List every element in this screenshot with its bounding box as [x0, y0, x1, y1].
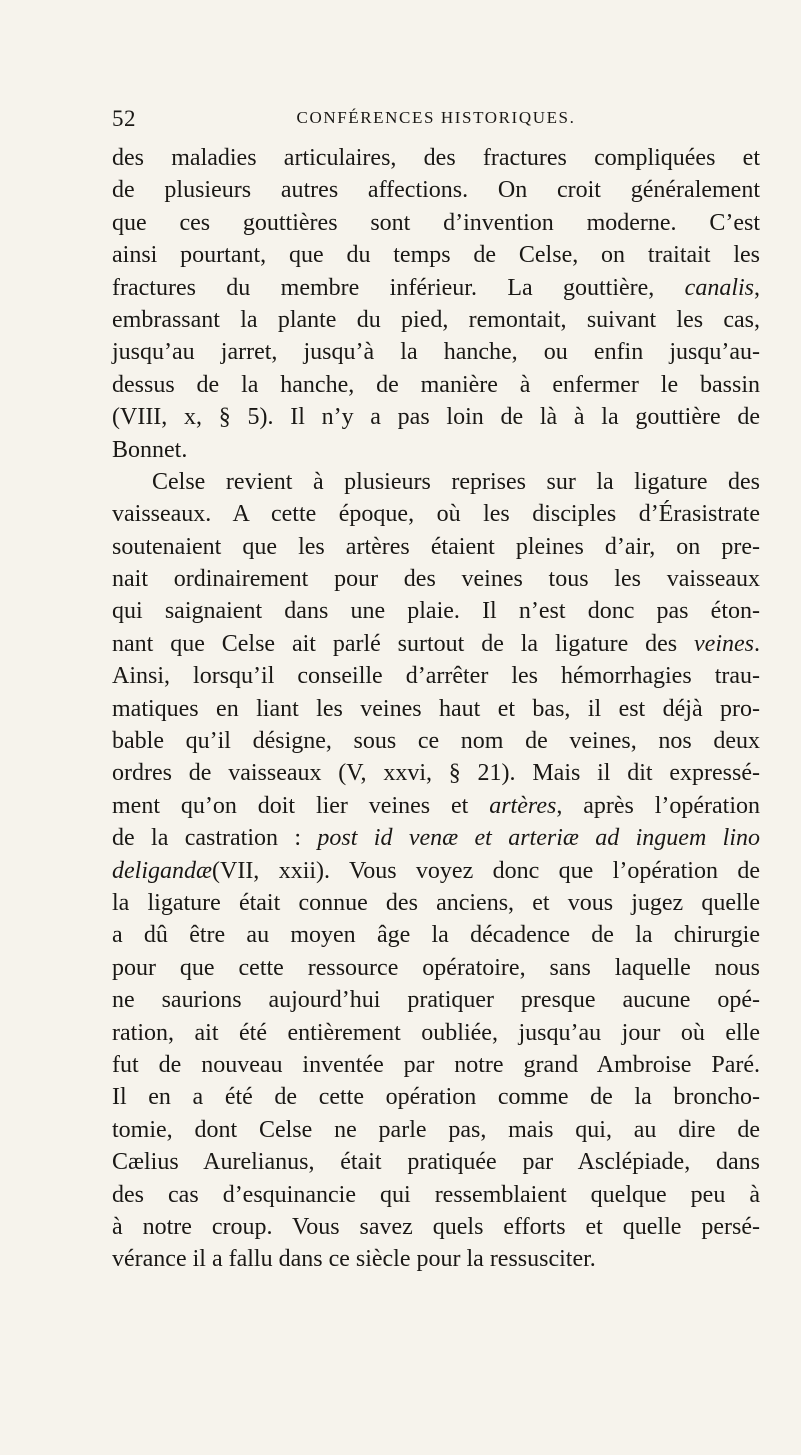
text-line [112, 272, 760, 304]
text-segment: ration, ait été entièrement oubliée, jusqu’au jour où elle [112, 1019, 760, 1046]
text-line [112, 466, 760, 498]
text-line [112, 369, 760, 401]
text-line [112, 790, 760, 822]
text-segment: de plusieurs autres affections. On croit généralement [112, 177, 760, 204]
text-segment: , après l’opération [556, 792, 760, 819]
text-line [112, 563, 760, 595]
running-title: CONFÉRENCES HISTORIQUES. [296, 108, 576, 127]
text-segment: (VII, xxii). Vous voyez donc que l’opération de [212, 857, 760, 884]
text-segment: Cælius Aurelianus, était pratiquée par Asclépiade, dans [112, 1149, 760, 1176]
page-number: 52 [112, 106, 136, 131]
text-segment: nait ordinairement pour des veines tous les vaisseaux [112, 566, 760, 593]
text-segment: vaisseaux. A cette époque, où les disciples d’Érasistrate [112, 501, 760, 528]
text-segment: Il en a été de cette opération comme de la broncho- [112, 1084, 760, 1111]
text-line [112, 757, 760, 789]
text-line [112, 336, 760, 368]
text-line [112, 984, 760, 1016]
text-line [112, 1179, 760, 1211]
text-line [112, 1114, 760, 1146]
running-head [112, 106, 760, 136]
text-segment: ordres de vaisseaux (V, xxvi, § 21). Mais il dit expressé- [112, 760, 760, 787]
text-segment: fut de nouveau inventée par notre grand Ambroise Paré. [112, 1051, 760, 1078]
text-segment: a dû être au moyen âge la décadence de la chirurgie [112, 922, 760, 949]
text-line [112, 628, 760, 660]
text-line [112, 822, 760, 854]
text-line [112, 304, 760, 336]
text-line [112, 174, 760, 206]
text-line [112, 1049, 760, 1081]
text-line [112, 855, 760, 887]
text-segment: (VIII, x, § 5). Il n’y a pas loin de là à la gouttière de [112, 404, 760, 431]
text-line [112, 434, 760, 466]
text-segment: Ainsi, lorsqu’il conseille d’arrêter les hémorrhagies trau- [112, 663, 760, 690]
text-line [112, 1146, 760, 1178]
text-line [112, 952, 760, 984]
text-segment: ainsi pourtant, que du temps de Celse, on traitait les [112, 242, 760, 269]
italic-term: canalis [684, 274, 754, 301]
text-segment: qui saignaient dans une plaie. Il n’est donc pas éton- [112, 598, 760, 625]
text-segment: . [754, 630, 760, 657]
text-segment: que ces gouttières sont d’invention moderne. C’est [112, 209, 760, 236]
text-segment: matiques en liant les veines haut et bas, il est déjà pro- [112, 695, 760, 722]
italic-term: veines [694, 630, 754, 657]
text-segment: ne saurions aujourd’hui pratiquer presque aucune opé- [112, 987, 760, 1014]
text-segment: jusqu’au jarret, jusqu’à la hanche, ou enfin jusqu’au- [112, 339, 760, 366]
text-line [112, 725, 760, 757]
text-line [112, 1081, 760, 1113]
text-line [112, 498, 760, 530]
text-segment: nant que Celse ait parlé surtout de la ligature des [112, 630, 695, 657]
text-segment: de la castration : [112, 825, 318, 852]
body-text [112, 142, 760, 1276]
text-line [112, 1017, 760, 1049]
text-line [112, 919, 760, 951]
text-line [112, 887, 760, 919]
text-segment: des cas d’esquinancie qui ressemblaient quelque peu à [112, 1181, 760, 1208]
italic-term: post id venæ et arteriæ ad inguem lino [317, 825, 760, 852]
text-segment: Celse revient à plusieurs reprises sur la ligature des [152, 468, 760, 495]
text-line [112, 1211, 760, 1243]
text-line [112, 239, 760, 271]
text-segment: vérance il a fallu dans ce siècle pour la ressusciter. [112, 1246, 596, 1273]
text-line [112, 401, 760, 433]
text-segment: fractures du membre inférieur. La gouttière, [112, 274, 685, 301]
text-segment: soutenaient que les artères étaient pleines d’air, on pre- [112, 533, 760, 560]
text-segment: Bonnet. [112, 436, 188, 463]
text-segment: , [754, 274, 760, 301]
text-line [112, 595, 760, 627]
text-segment: embrassant la plante du pied, remontait, suivant les cas, [112, 306, 760, 333]
text-line [112, 142, 760, 174]
italic-term: deligandæ [112, 857, 212, 884]
text-segment: bable qu’il désigne, sous ce nom de veines, nos deux [112, 728, 760, 755]
text-segment: la ligature était connue des anciens, et vous jugez quelle [112, 889, 760, 916]
text-line [112, 693, 760, 725]
text-segment: ment qu’on doit lier veines et [112, 792, 490, 819]
text-segment: des maladies articulaires, des fractures compliquées et [112, 145, 760, 171]
text-segment: à notre croup. Vous savez quels efforts et quelle persé- [112, 1213, 760, 1240]
text-line [112, 660, 760, 692]
text-line [112, 1243, 760, 1275]
text-segment: tomie, dont Celse ne parle pas, mais qui, au dire de [112, 1116, 760, 1143]
text-line [112, 207, 760, 239]
italic-term: artères [489, 792, 557, 819]
text-line [112, 531, 760, 563]
text-segment: dessus de la hanche, de manière à enfermer le bassin [112, 371, 760, 398]
text-segment: pour que cette ressource opératoire, sans laquelle nous [112, 954, 760, 981]
